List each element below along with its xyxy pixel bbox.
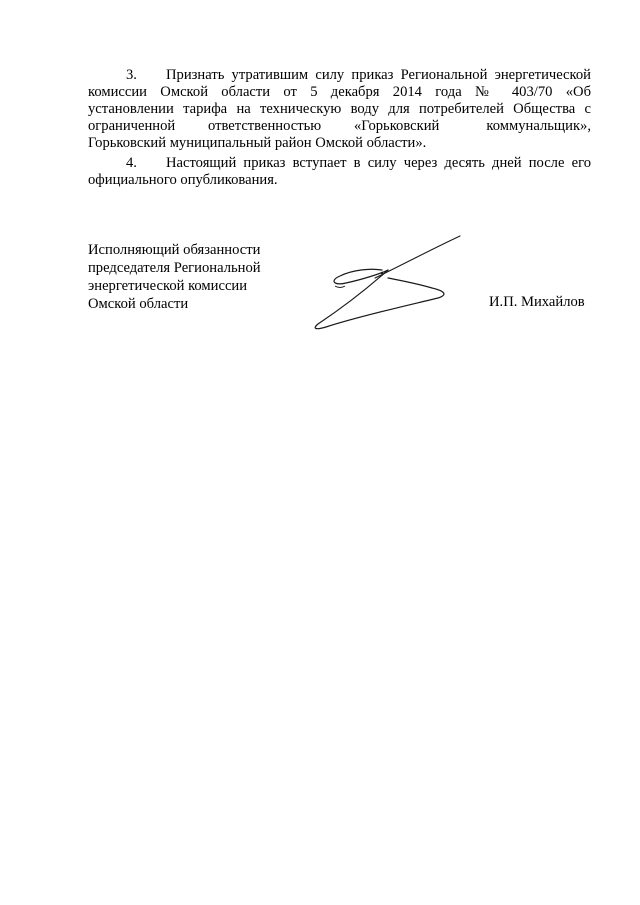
item-3-line-4d: коммунальщик», — [486, 118, 591, 134]
item-3-line-4c: «Горьковский — [354, 118, 440, 134]
position-line-2: председателя Региональной — [88, 260, 261, 276]
item-3-line-1: Признать утратившим силу приказ Региональной энергетической — [166, 67, 591, 83]
item-3-line-5: Горьковский муниципальный район Омской области». — [88, 135, 427, 151]
item-3-line-3: установлении тарифа на техническую воду для потребителей Общества с — [88, 101, 591, 117]
handwritten-signature — [300, 228, 470, 338]
item-3-number: 3. — [126, 67, 137, 83]
position-line-4: Омской области — [88, 296, 189, 312]
item-4-number: 4. — [126, 155, 137, 171]
item-3-line-2: комиссии Омской области от 5 декабря 2014 года № 403/70 «Об — [88, 84, 591, 100]
position-line-3: энергетической комиссии — [88, 278, 248, 294]
item-4-line-1: Настоящий приказ вступает в силу через десять дней после его — [166, 155, 591, 171]
item-3-line-4a: ограниченной — [88, 118, 176, 134]
signatory-name: И.П. Михайлов — [489, 294, 585, 310]
item-3-line-4b: ответственностью — [208, 118, 322, 134]
position-line-1: Исполняющий обязанности — [88, 242, 261, 258]
item-4-line-2: официального опубликования. — [88, 172, 278, 188]
